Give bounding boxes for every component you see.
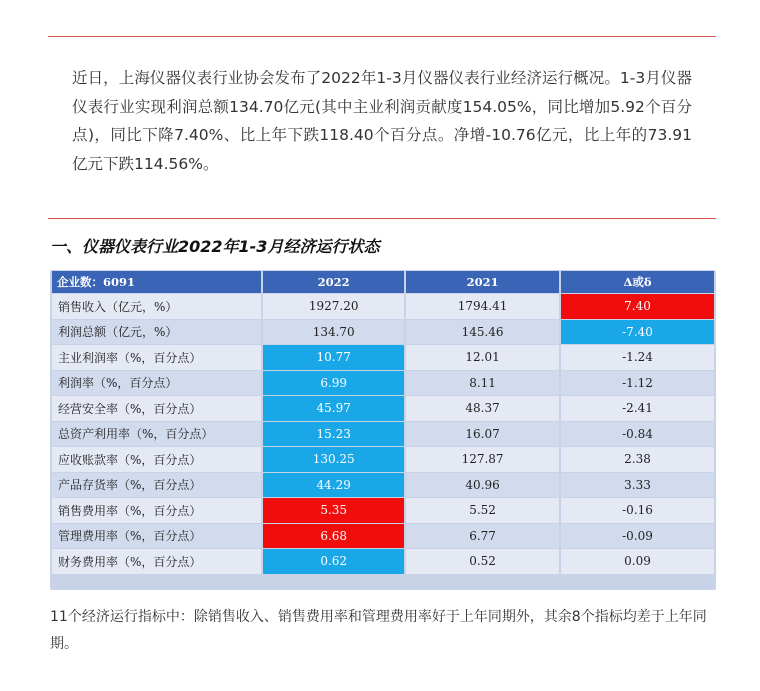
row-label: 销售费用率（%，百分点） (52, 498, 261, 523)
top-divider (48, 36, 716, 37)
header-2022: 2022 (263, 271, 404, 293)
cell-delta: -2.41 (561, 396, 714, 421)
cell-2022: 45.97 (263, 396, 404, 421)
cell-2021: 8.11 (406, 371, 559, 396)
row-label: 财务费用率（%，百分点） (52, 549, 261, 574)
cell-2022: 134.70 (263, 320, 404, 345)
cell-2021: 127.87 (406, 447, 559, 472)
cell-2021: 6.77 (406, 524, 559, 549)
row-label: 利润总额（亿元，%） (52, 320, 261, 345)
section-divider (48, 218, 716, 219)
cell-delta: -0.84 (561, 422, 714, 447)
table-row (52, 345, 714, 370)
table-row (52, 320, 714, 345)
section-title: 一、仪器仪表行业2022年1-3月经济运行状态 (50, 237, 380, 256)
cell-2022: 6.99 (263, 371, 404, 396)
header-enterprise-count: 企业数：6091 (52, 271, 261, 293)
header-delta: Δ或δ (561, 271, 714, 293)
cell-2021: 16.07 (406, 422, 559, 447)
table-header-row (52, 271, 714, 293)
cell-2021: 5.52 (406, 498, 559, 523)
summary-paragraph: 11个经济运行指标中：除销售收入、销售费用率和管理费用率好于上年同期外，其余8个指标均差于上年同期。 (50, 609, 707, 652)
cell-2021: 12.01 (406, 345, 559, 370)
table-row (52, 498, 714, 523)
row-label: 应收账款率（%，百分点） (52, 447, 261, 472)
cell-2021: 40.96 (406, 473, 559, 498)
cell-2022: 130.25 (263, 447, 404, 472)
kpi-table-container (50, 270, 716, 590)
row-label: 利润率（%，百分点） (52, 371, 261, 396)
row-label: 管理费用率（%，百分点） (52, 524, 261, 549)
table-row (52, 396, 714, 421)
row-label: 经营安全率（%，百分点） (52, 396, 261, 421)
kpi-table (50, 270, 716, 575)
cell-2022: 6.68 (263, 524, 404, 549)
cell-delta: 2.38 (561, 447, 714, 472)
cell-delta: 7.40 (561, 294, 714, 319)
table-row (52, 473, 714, 498)
cell-delta: -0.16 (561, 498, 714, 523)
cell-delta: 3.33 (561, 473, 714, 498)
cell-delta: -7.40 (561, 320, 714, 345)
cell-2022: 44.29 (263, 473, 404, 498)
cell-2021: 1794.41 (406, 294, 559, 319)
row-label: 总资产利用率（%，百分点） (52, 422, 261, 447)
cell-2022: 5.35 (263, 498, 404, 523)
cell-delta: -0.09 (561, 524, 714, 549)
intro-paragraph: 近日，上海仪器仪表行业协会发布了2022年1-3月仪器仪表行业经济运行概况。1-3月仪器仪表行业实现利润总额134.70亿元(其中主业利润贡献度154.05%，同比增加5.92个百分点)，同比下降7.40%、比上年下跌118.40个百分点。净增-10.76亿元，比上年的73.91亿元下跌114.56%。 (72, 69, 692, 173)
cell-2022: 10.77 (263, 345, 404, 370)
table-row (52, 447, 714, 472)
cell-2022: 0.62 (263, 549, 404, 574)
table-row (52, 422, 714, 447)
cell-delta: -1.24 (561, 345, 714, 370)
cell-2021: 145.46 (406, 320, 559, 345)
table-row (52, 371, 714, 396)
table-row (52, 549, 714, 574)
cell-2021: 48.37 (406, 396, 559, 421)
table-row (52, 294, 714, 319)
row-label: 主业利润率（%，百分点） (52, 345, 261, 370)
cell-delta: -1.12 (561, 371, 714, 396)
cell-2022: 1927.20 (263, 294, 404, 319)
header-2021: 2021 (406, 271, 559, 293)
row-label: 销售收入（亿元，%） (52, 294, 261, 319)
table-row (52, 524, 714, 549)
cell-2021: 0.52 (406, 549, 559, 574)
row-label: 产品存货率（%，百分点） (52, 473, 261, 498)
cell-delta: 0.09 (561, 549, 714, 574)
cell-2022: 15.23 (263, 422, 404, 447)
